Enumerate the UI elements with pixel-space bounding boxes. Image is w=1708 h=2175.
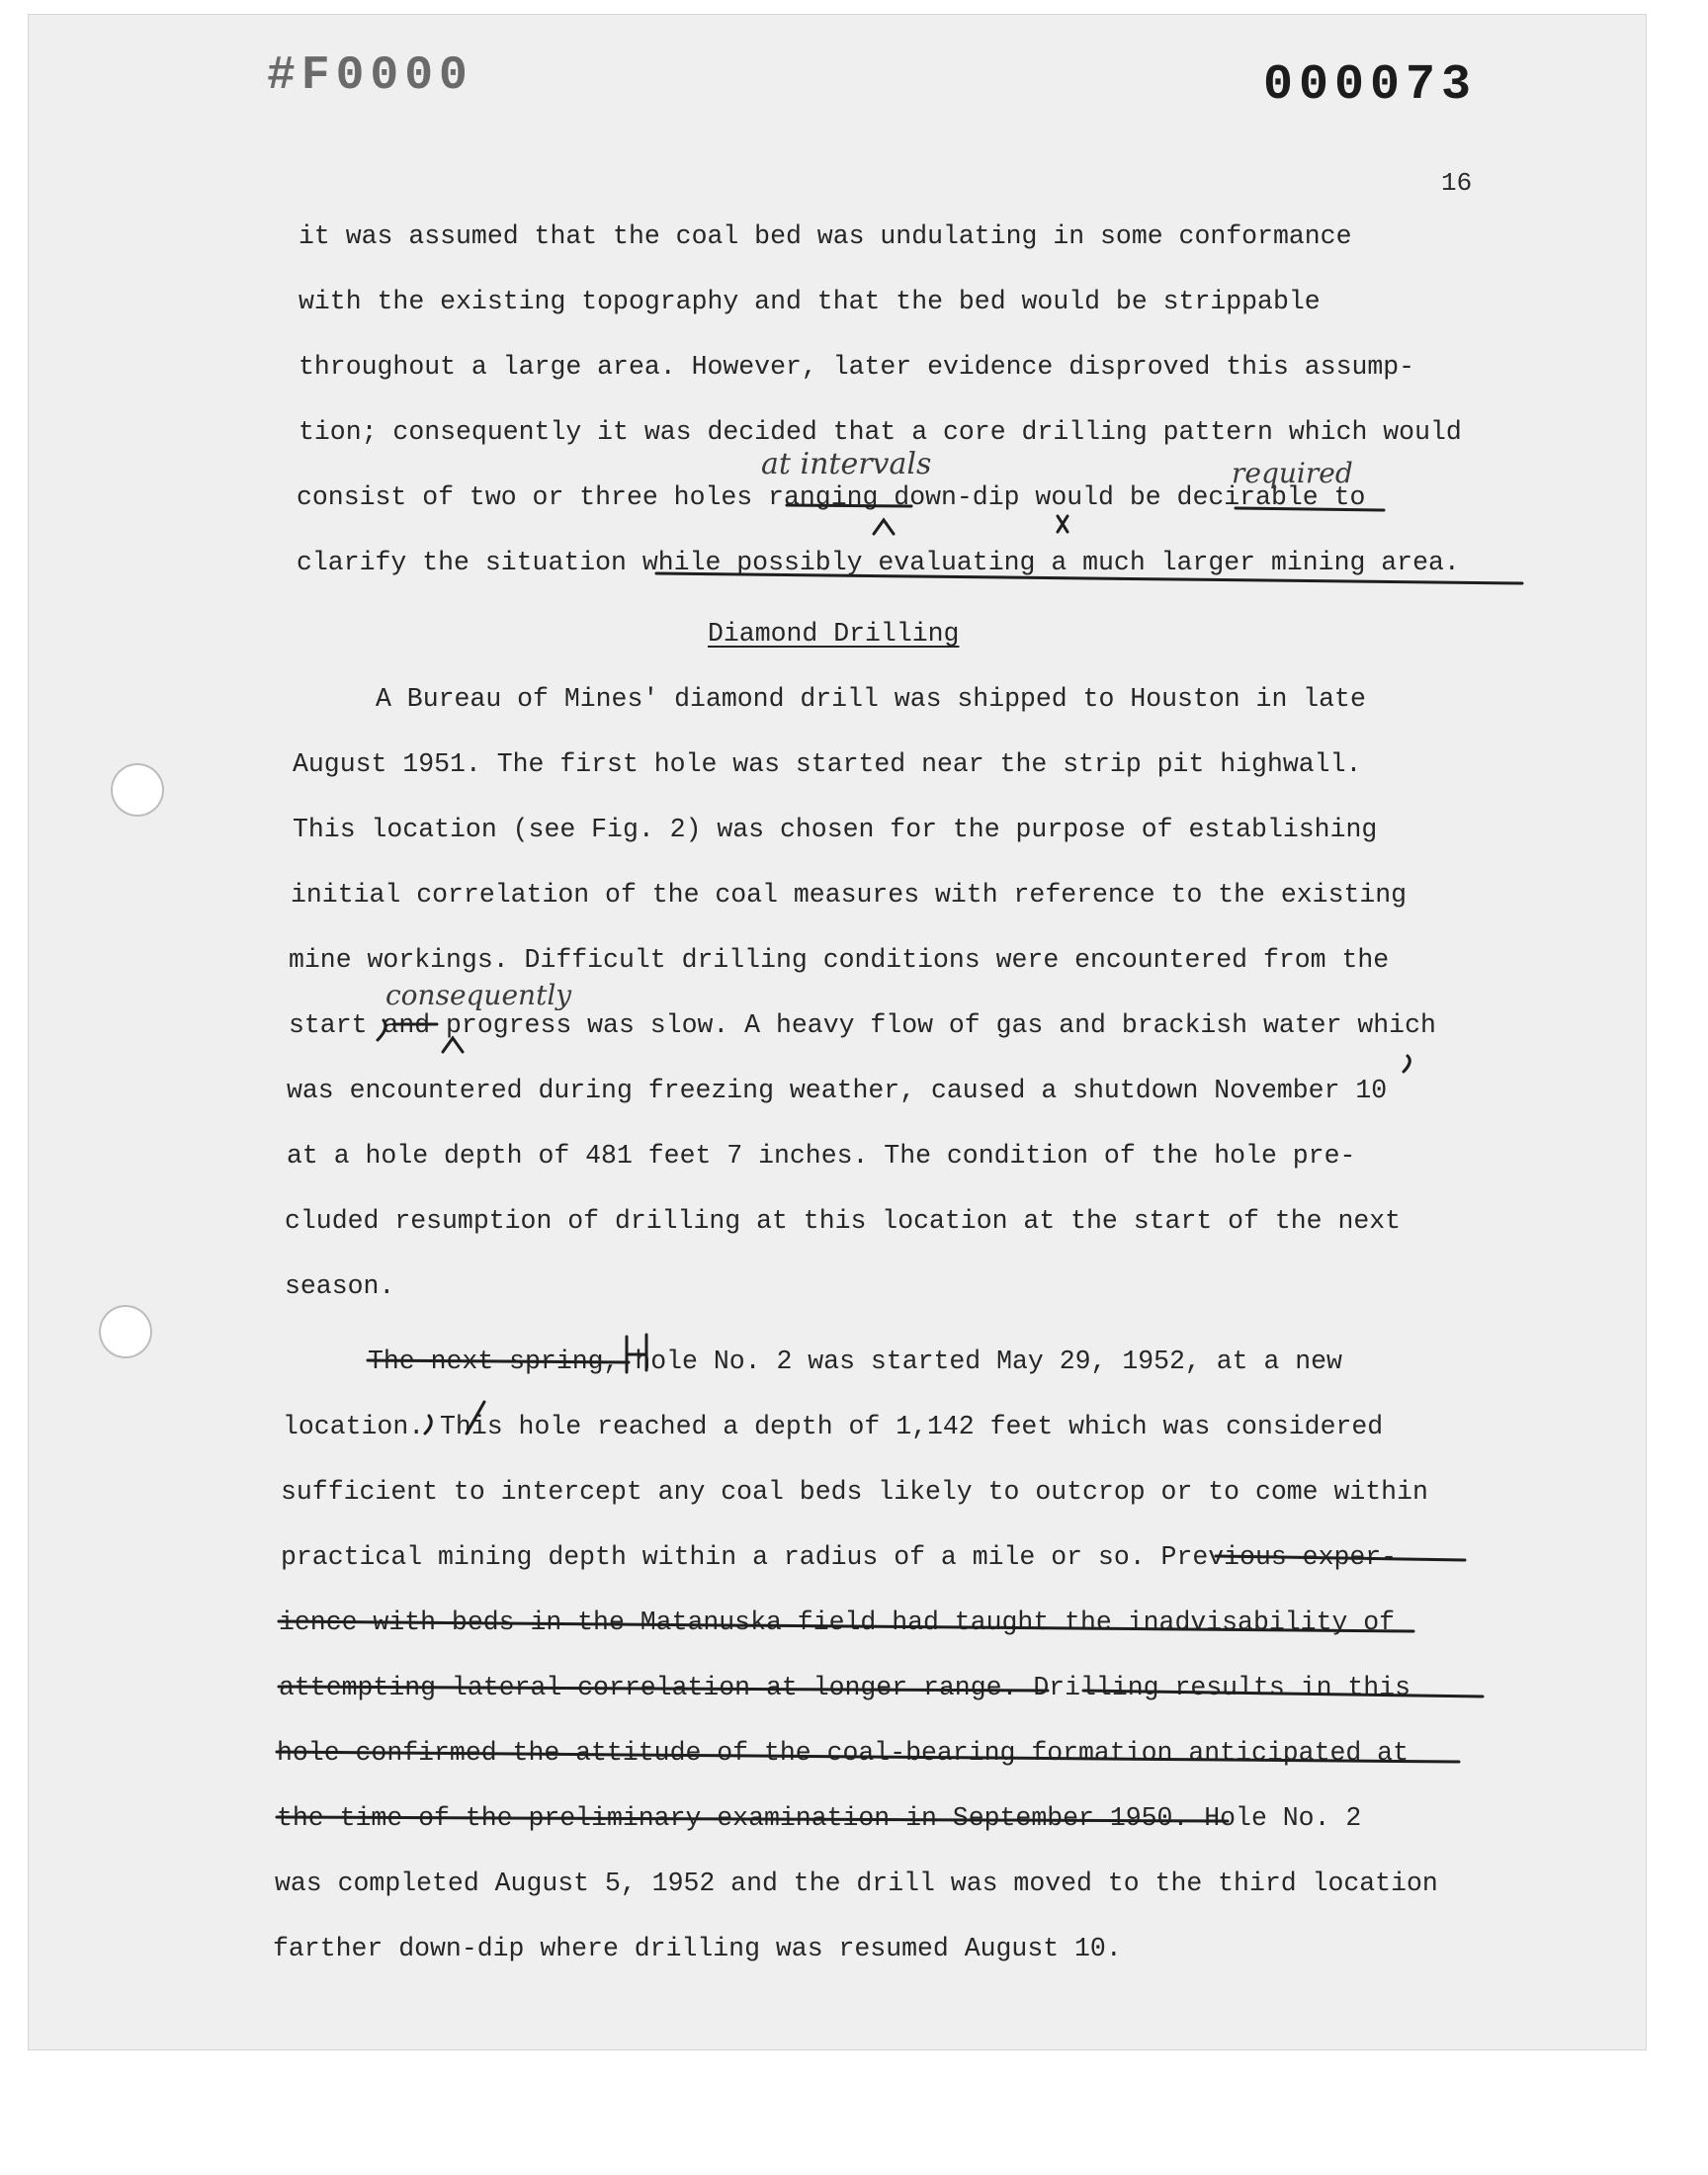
strike-hole-confirmed [277, 1752, 1459, 1762]
text-line: mine workings. Difficult drilling conditions were encountered from the [289, 945, 1390, 975]
archive-stamp-left: #F0000 [267, 49, 473, 103]
handwritten-semicolon-location [425, 1416, 431, 1434]
text-line: practical mining depth within a radius of a mile or so. Previous exper- [281, 1542, 1398, 1572]
text-line: with the existing topography and that the bed would be strippable [299, 287, 1321, 316]
section-heading: Diamond Drilling [708, 619, 960, 649]
text-line: consist of two or three holes ranging down-dip would be decirable to [297, 482, 1366, 512]
strike-the-time [277, 1817, 1228, 1821]
text-line: attempting lateral correlation at longer range. Drilling results in this [279, 1673, 1410, 1702]
handwritten-h-mark [627, 1335, 646, 1372]
text-line: clarify the situation while possibly evaluating a much larger mining area. [297, 548, 1460, 577]
handwritten-insert-consequently: consequently [385, 979, 572, 1011]
strike-decirable [1236, 508, 1384, 510]
text-line: it was assumed that the coal bed was undulating in some conformance [299, 221, 1352, 251]
caret-at-intervals [874, 520, 894, 534]
handwritten-slash-this [467, 1402, 484, 1434]
strike-attempting [279, 1687, 1048, 1691]
text-line: the time of the preliminary examination in September 1950. Hole No. 2 [277, 1803, 1362, 1833]
strike-ience [279, 1621, 1413, 1631]
strike-while-possibly [656, 573, 1522, 583]
handwritten-insert-at-intervals: at intervals [761, 447, 932, 481]
text-line: location. This hole reached a depth of 1,142 feet which was considered [283, 1412, 1384, 1441]
text-line: was encountered during freezing weather, caused a shutdown November 10 [287, 1076, 1388, 1105]
archive-stamp-right: 000073 [1263, 57, 1478, 114]
text-line: hole confirmed the attitude of the coal-bearing formation anticipated at [277, 1738, 1409, 1768]
text-line: sufficient to intercept any coal beds likely to outcrop or to come within [281, 1477, 1428, 1507]
text-line: cluded resumption of drilling at this location at the start of the next [285, 1206, 1402, 1236]
handwritten-comma-start [378, 1020, 385, 1040]
page-number: 16 [1441, 168, 1473, 198]
strike-ranging [787, 505, 911, 506]
caret-consequently [443, 1038, 463, 1052]
text-line: initial correlation of the coal measures with reference to the existing [291, 880, 1408, 910]
text-line: was completed August 5, 1952 and the drill was moved to the third location [275, 1869, 1438, 1898]
text-line: August 1951. The first hole was started near the strip pit highwall. [293, 749, 1362, 779]
text-line: The next spring, hole No. 2 was started May 29, 1952, at a new [368, 1347, 1342, 1376]
text-line: tion; consequently it was decided that a core drilling pattern which would [299, 417, 1462, 447]
strike-drilling-results [1083, 1691, 1483, 1696]
text-line: start and progress was slow. A heavy flow of gas and brackish water which [289, 1010, 1436, 1040]
text-line: at a hole depth of 481 feet 7 inches. The condition of the hole pre- [287, 1141, 1356, 1171]
handwritten-insert-required: required [1232, 457, 1353, 489]
strike-next-spring [368, 1360, 629, 1362]
handwritten-comma-water [1404, 1056, 1409, 1072]
text-line: A Bureau of Mines' diamond drill was shipped to Houston in late [376, 684, 1366, 714]
text-line: season. [285, 1271, 395, 1301]
strike-previous [1216, 1556, 1465, 1560]
text-line: throughout a large area. However, later evidence disproved this assump- [299, 352, 1415, 382]
text-line: This location (see Fig. 2) was chosen for the purpose of establishing [293, 815, 1378, 844]
text-line: farther down-dip where drilling was resumed August 10. [273, 1934, 1122, 1963]
text-line: ience with beds in the Matanuska field had taught the inadvisability of [279, 1608, 1396, 1637]
